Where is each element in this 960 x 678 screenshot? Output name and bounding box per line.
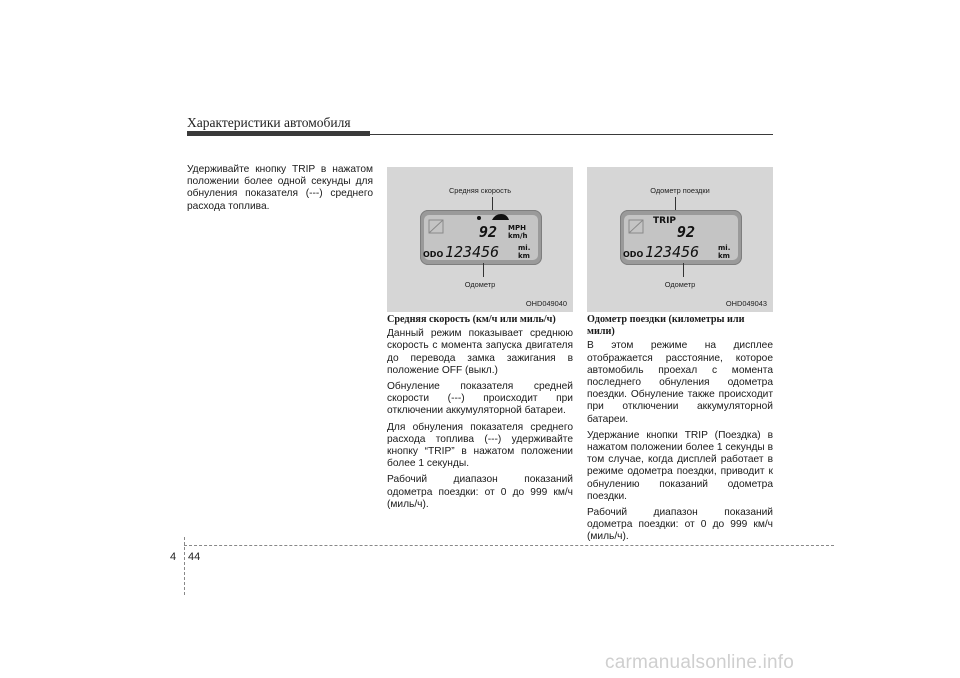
section-paragraph: Для обнуления показателя среднего расхода топлива (---) удерживайте кнопку “TRIP” в нажатом положении более 1 секунды. bbox=[387, 421, 573, 470]
page-number: 44 bbox=[188, 551, 201, 563]
car-icon bbox=[492, 214, 509, 220]
section-average-speed bbox=[387, 314, 573, 515]
lcd-graphics bbox=[620, 210, 742, 265]
lcd-unit-km: km bbox=[518, 252, 530, 260]
lcd-unit-kmh: km/h bbox=[508, 232, 528, 240]
section-paragraph: Обнуление показателя средней скорости (---) происходит при отключении аккумуляторной батареи. bbox=[387, 381, 573, 417]
header-rule-thick bbox=[187, 131, 370, 136]
callout-odometer: Одометр bbox=[464, 280, 496, 289]
lcd-display bbox=[620, 210, 742, 265]
figure-average-speed bbox=[387, 167, 573, 312]
figure-trip-odometer bbox=[587, 167, 773, 312]
figure-code: OHD049043 bbox=[725, 299, 767, 308]
section-heading: Средняя скорость (км/ч или миль/ч) bbox=[387, 314, 556, 325]
lcd-odo-label: ODO bbox=[623, 250, 644, 259]
lcd-trip-value: 92 bbox=[677, 223, 696, 241]
chapter-number: 4 bbox=[170, 551, 177, 563]
section-paragraph: Рабочий диапазон показаний одометра поездки: от 0 до 999 км/ч (миль/ч). bbox=[587, 507, 773, 543]
lcd-display bbox=[420, 210, 542, 265]
lcd-graphics bbox=[420, 210, 542, 265]
intro-column bbox=[187, 164, 373, 217]
lcd-unit-km: km bbox=[718, 252, 730, 260]
callout-odometer: Одометр bbox=[664, 280, 696, 289]
footer-divider bbox=[184, 537, 185, 595]
lcd-odometer-value: 123456 bbox=[445, 243, 500, 261]
section-paragraph: Данный режим показывает среднюю скорость с момента запуска двигателя до перевода замка зажигания в положение OFF (выкл.) bbox=[387, 328, 573, 376]
lcd-trip-label: TRIP bbox=[653, 216, 677, 226]
callout-line-bottom bbox=[483, 263, 484, 277]
lcd-odometer-value: 123456 bbox=[645, 243, 700, 261]
section-paragraph: В этом режиме на дисплее отображается расстояние, которое автомобиль проехал с момента последнего обнуления одометра поездки. Обнуление также происходит при отключении аккумуляторной батареи. bbox=[587, 340, 773, 425]
callout-line-bottom bbox=[683, 263, 684, 277]
section-paragraph: Удержание кнопки TRIP (Поездка) в нажатом положении более 1 секунды в том случае, когда дисплей работает в режиме одометра поездки, приводит к обнулению показаний одометра поездки. bbox=[587, 429, 773, 502]
lcd-odo-label: ODO bbox=[423, 250, 444, 259]
footer-rule bbox=[184, 545, 834, 546]
section-paragraph: Рабочий диапазон показаний одометра поездки: от 0 до 999 км/ч (миль/ч). bbox=[387, 474, 573, 510]
section-heading: Одометр поездки (километры или мили) bbox=[587, 314, 745, 338]
callout-average-speed: Средняя скорость bbox=[448, 186, 512, 195]
section-trip-odometer bbox=[587, 314, 773, 548]
indicator-dot-icon bbox=[477, 216, 481, 220]
lcd-unit-mi: mi. bbox=[518, 244, 531, 252]
lcd-unit-mph: MPH bbox=[508, 224, 526, 232]
figure-code: OHD049040 bbox=[525, 299, 567, 308]
page-header-title: Характеристики автомобиля bbox=[187, 115, 351, 130]
header-rule-thin bbox=[370, 134, 773, 135]
watermark: carmanualsonline.info bbox=[605, 652, 795, 673]
lcd-unit-mi: mi. bbox=[718, 244, 731, 252]
callout-trip-odometer: Одометр поездки bbox=[650, 186, 710, 195]
lcd-speed-value: 92 bbox=[479, 223, 498, 241]
intro-paragraph: Удерживайте кнопку TRIP в нажатом положении более одной секунды для обнуления показателя (---) среднего расхода топлива. bbox=[187, 164, 373, 212]
